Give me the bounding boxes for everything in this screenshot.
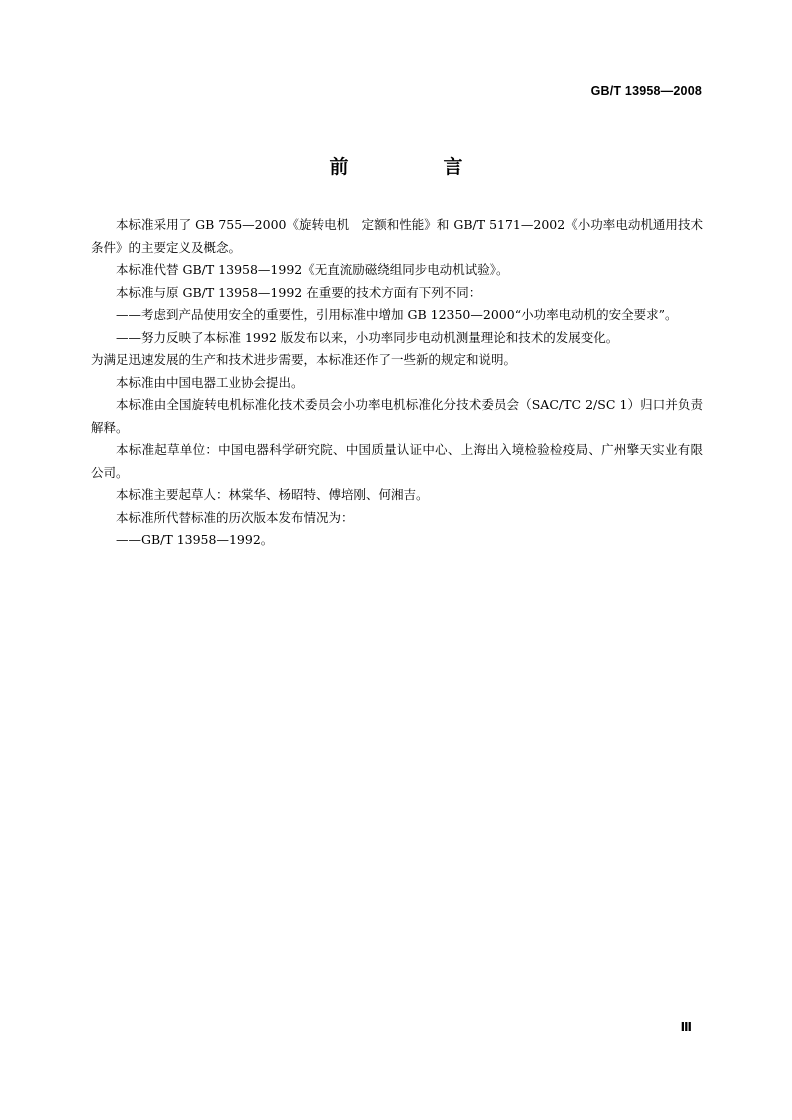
standard-number-header: GB/T 13958—2008 bbox=[590, 84, 702, 98]
paragraph-new-provisions: 为满足迅速发展的生产和技术进步需要，本标准还作了一些新的规定和说明。 bbox=[91, 352, 517, 367]
list-item-previous-edition: ——GB/T 13958—1992。 bbox=[116, 532, 274, 547]
foreword-body bbox=[91, 214, 703, 552]
paragraph-replaces: 本标准代替 GB/T 13958—1992《无直流励磁绕组同步电动机试验》。 bbox=[116, 262, 509, 277]
paragraph-drafting-units: 本标准起草单位：中国电器科学研究院、中国质量认证中心、上海出入境检验检疫局、广州擎天实业有限公司。 bbox=[91, 442, 703, 480]
paragraph-proposed-by: 本标准由中国电器工业协会提出。 bbox=[116, 374, 304, 390]
page-number: Ⅲ bbox=[680, 1020, 692, 1034]
paragraph-adopted-standards: 本标准采用了 GB 755—2000《旋转电机 定额和性能》和 GB/T 5171—2002《小功率电动机通用技术条件》的主要定义及概念。 bbox=[91, 217, 703, 255]
paragraph-administered-by: 本标准由全国旋转电机标准化技术委员会小功率电机标准化分技术委员会（SAC/TC 2/SC 1）归口并负责解释。 bbox=[91, 397, 703, 435]
paragraph-previous-editions: 本标准所代替标准的历次版本发布情况为： bbox=[116, 509, 354, 525]
paragraph-differences-intro: 本标准与原 GB/T 13958—1992 在重要的技术方面有下列不同： bbox=[116, 284, 482, 300]
list-item-safety: ——考虑到产品使用安全的重要性，引用标准中增加 GB 12350—2000“小功率电动机的安全要求”。 bbox=[116, 307, 678, 322]
paragraph-drafters: 本标准主要起草人：林棠华、杨昭特、傅培刚、何湘吉。 bbox=[116, 487, 429, 502]
page-title: 前 言 bbox=[329, 156, 501, 178]
list-item-measurement: ——努力反映了本标准 1992 版发布以来，小功率同步电动机测量理论和技术的发展变化。 bbox=[116, 329, 619, 345]
